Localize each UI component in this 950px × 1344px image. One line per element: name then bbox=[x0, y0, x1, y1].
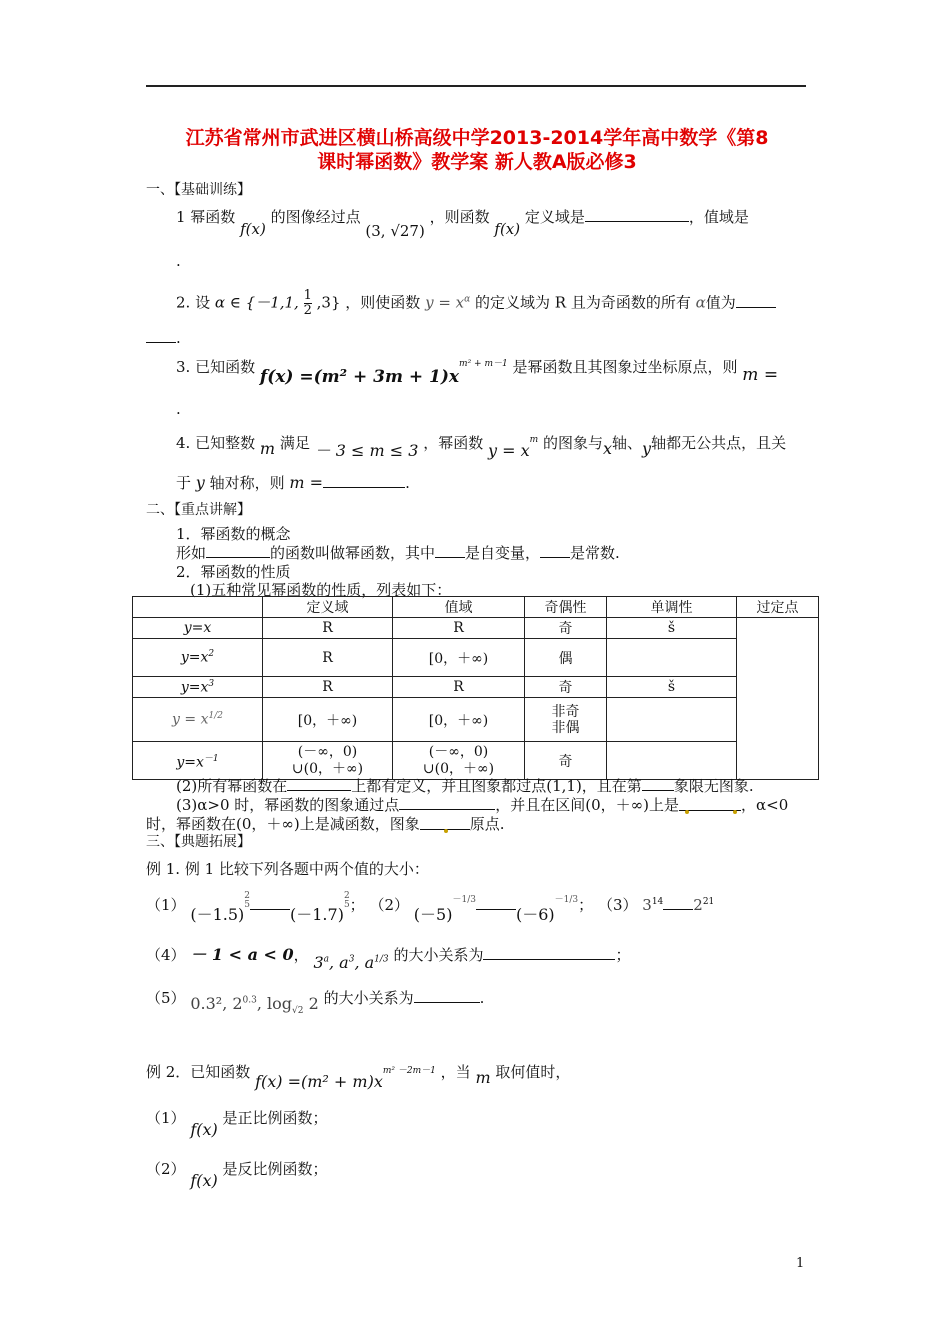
frac-num: 2 bbox=[244, 891, 250, 901]
q1-text-d: 定义域是 bbox=[524, 208, 585, 226]
q1-text-a: 1 幂函数 bbox=[176, 208, 236, 226]
table-cell-func bbox=[133, 639, 263, 677]
q4-text-e: 轴、 bbox=[612, 434, 643, 452]
table-cell-mono bbox=[607, 742, 737, 780]
ex1-i4-exp-2: 3 bbox=[348, 954, 355, 965]
q3-text-a: 3. 已知函数 bbox=[176, 358, 256, 376]
ex1-i5-end: . bbox=[479, 989, 485, 1007]
table-header-cell: 过定点 bbox=[737, 597, 819, 618]
p3-blank-2[interactable] bbox=[679, 796, 741, 811]
ex1-i4-mid-2: , a bbox=[354, 953, 375, 972]
p2-blank-2[interactable] bbox=[642, 776, 674, 791]
ex1-i2-b: (－6) bbox=[515, 905, 555, 924]
table-cell-domain: R bbox=[263, 677, 393, 698]
p3-text-b: ，并且在区间(0，＋∞)上是 bbox=[495, 796, 680, 814]
table-row bbox=[133, 742, 819, 780]
q4-text-f: 轴都无公共点，且关 bbox=[651, 434, 787, 452]
question-1-line bbox=[176, 206, 749, 240]
table-cell-range: [0，＋∞) bbox=[393, 639, 525, 677]
ex1-i4-label: （4） bbox=[146, 946, 186, 964]
concept-blank-3[interactable] bbox=[540, 543, 570, 558]
q4-y: y bbox=[642, 439, 652, 458]
table-cell-parity: 奇 bbox=[525, 677, 607, 698]
ex2-function: f(x) =(m² + m)x bbox=[255, 1072, 383, 1091]
func-text: y=x bbox=[183, 620, 212, 636]
table-header-cell: 值域 bbox=[393, 597, 525, 618]
section-heading-3: 三、【典题拓展】 bbox=[146, 834, 251, 850]
ex2-i1-text: 是正比例函数； bbox=[222, 1109, 328, 1127]
p2-text-a: (2)所有幂函数在 bbox=[176, 777, 288, 795]
q4-y-2: y bbox=[195, 473, 205, 492]
table-header-cell: 定义域 bbox=[263, 597, 393, 618]
func-text: y=x bbox=[176, 754, 204, 771]
q4-text-h: 轴对称，则 bbox=[209, 474, 285, 492]
frac-num: 2 bbox=[343, 891, 350, 901]
func-exp: 2 bbox=[208, 649, 215, 660]
q4-function-exp: m bbox=[529, 435, 539, 445]
ex2-i2-label: （2） bbox=[146, 1160, 186, 1178]
ex1-i1-label: （1） bbox=[146, 896, 186, 914]
q2-answer-blank-2[interactable] bbox=[146, 328, 176, 343]
ex1-i3-blank[interactable] bbox=[663, 899, 693, 910]
header-rule bbox=[146, 85, 806, 87]
table-cell-fixed-point bbox=[737, 618, 819, 780]
example-1-item-4 bbox=[146, 942, 631, 972]
table-cell-domain: [0，＋∞) bbox=[263, 698, 393, 742]
example-1-item-1 bbox=[146, 891, 715, 924]
table-cell-domain: R bbox=[263, 639, 393, 677]
q2-end: . bbox=[176, 329, 181, 347]
title-line-2: 课时幂函数》教学案 新人教A版必修3 bbox=[317, 151, 637, 173]
properties-heading: 2．幂函数的性质 bbox=[176, 563, 291, 581]
p2-blank-1[interactable] bbox=[287, 776, 351, 791]
q1-text-b: 的图像经过点 bbox=[270, 208, 361, 226]
q2-text-c: 的定义域为 R 且为奇函数的所有 bbox=[475, 293, 691, 312]
table-cell-mono: š bbox=[607, 618, 737, 639]
p3-text-c: ，α<0 bbox=[741, 796, 789, 814]
q4-m-eq: m = bbox=[289, 473, 324, 492]
q4-m: m bbox=[259, 439, 276, 458]
concept-heading: 1．幂函数的概念 bbox=[176, 525, 291, 543]
q2-function: y = x bbox=[425, 293, 465, 312]
question-3-line bbox=[176, 356, 779, 387]
table-row bbox=[133, 698, 819, 742]
table-cell-parity: 偶 bbox=[525, 639, 607, 677]
ex2-i1-label: （1） bbox=[146, 1109, 186, 1127]
ex1-i4-sep: ， bbox=[293, 946, 309, 964]
ex1-i5-exp: 0.3 bbox=[242, 995, 257, 1006]
table-cell-range: (－∞，0) ∪(0，＋∞) bbox=[393, 742, 525, 780]
q2-text-a: 2. 设 bbox=[176, 293, 211, 312]
q1-text-e: ，值域是 bbox=[688, 208, 749, 226]
table-cell-mono bbox=[607, 639, 737, 677]
ex1-i4-tail: 的大小关系为 bbox=[393, 946, 484, 964]
ex1-i4-base: 3 bbox=[313, 953, 324, 972]
table-cell-range: R bbox=[393, 677, 525, 698]
table-cell-range: R bbox=[393, 618, 525, 639]
frac-den: 5 bbox=[244, 900, 250, 910]
table-cell-parity: 奇 bbox=[525, 618, 607, 639]
q1-text-c: ，则函数 bbox=[429, 208, 490, 226]
ex2-m: m bbox=[475, 1068, 491, 1087]
p3-blank-3[interactable] bbox=[420, 815, 470, 830]
q4-x: x bbox=[602, 439, 612, 458]
ex1-i5-expr: 0.3², 2 bbox=[190, 994, 243, 1013]
ex2-i1-fx: f(x) bbox=[190, 1120, 218, 1139]
table-cell-domain: (－∞，0) ∪(0，＋∞) bbox=[263, 742, 393, 780]
page-number: 1 bbox=[796, 1256, 805, 1271]
frac-den: 5 bbox=[343, 900, 350, 910]
table-row bbox=[133, 618, 819, 639]
q2-text-b: ，则使函数 bbox=[345, 293, 421, 312]
ex1-semi: ； bbox=[349, 896, 365, 914]
func-exp: 3 bbox=[208, 678, 215, 689]
property-2-line bbox=[176, 775, 754, 796]
ex1-i2-a: (－5) bbox=[413, 905, 453, 924]
table-cell-mono bbox=[607, 698, 737, 742]
concept-blank-1[interactable] bbox=[206, 543, 270, 558]
ex1-i3-a-exp: 14 bbox=[651, 897, 664, 907]
table-row bbox=[133, 677, 819, 698]
q1-end: . bbox=[176, 252, 181, 270]
p3-blank-1[interactable] bbox=[399, 795, 495, 810]
q2-answer-blank[interactable] bbox=[736, 293, 776, 308]
ex1-i3-label: （3） bbox=[597, 896, 638, 914]
q3-function: f(x) =(m² + 3m + 1)x bbox=[259, 367, 460, 387]
ex1-i5-two: 2 bbox=[303, 994, 319, 1013]
ex1-i5-tail: 的大小关系为 bbox=[323, 989, 414, 1007]
section-heading-2: 二、【重点讲解】 bbox=[146, 502, 251, 518]
func-exp: －1 bbox=[203, 753, 219, 764]
ex1-i1-blank[interactable] bbox=[250, 899, 290, 910]
concept-line bbox=[176, 542, 620, 563]
ex1-i1-a: (－1.5) bbox=[190, 905, 245, 924]
table-cell-func bbox=[133, 618, 263, 639]
q3-end: . bbox=[176, 400, 181, 418]
concept-text-a: 形如 bbox=[176, 544, 207, 562]
p3-text-d: 时，幂函数在(0，＋∞)上是减函数，图象 bbox=[146, 815, 420, 833]
q2-fraction-den: 2 bbox=[303, 303, 312, 318]
q4-function: y = x bbox=[487, 441, 530, 460]
ex1-i4-blank[interactable] bbox=[483, 945, 615, 960]
q2-continuation bbox=[146, 328, 181, 347]
q1-domain-blank[interactable] bbox=[585, 207, 689, 222]
section-heading-1: 一、【基础训练】 bbox=[146, 182, 251, 198]
example-2-item-1 bbox=[146, 1107, 328, 1139]
ex1-i1-b: (－1.7) bbox=[290, 905, 344, 924]
q4-text-a: 4. 已知整数 bbox=[176, 434, 256, 452]
table-cell-func bbox=[133, 742, 263, 780]
ex2-text-c: 取何值时， bbox=[495, 1063, 571, 1081]
example-1-item-5 bbox=[146, 987, 485, 1017]
concept-text-b: 的函数叫做幂函数，其中 bbox=[270, 544, 436, 562]
q2-set-tail: ,3} bbox=[316, 293, 341, 312]
ex1-i2-exp-2: －1/3 bbox=[554, 895, 579, 905]
ex2-i2-text: 是反比例函数； bbox=[222, 1160, 328, 1178]
ex1-semi-2: ； bbox=[578, 896, 594, 914]
ex1-i3-b: 2 bbox=[693, 896, 703, 914]
ex1-i3-b-exp: 21 bbox=[702, 897, 715, 907]
example-2-line bbox=[146, 1061, 571, 1091]
table-cell-parity: 非奇 非偶 bbox=[525, 698, 607, 742]
q4-text-d: 的图象与 bbox=[542, 434, 603, 452]
question-4-line-2 bbox=[176, 472, 410, 493]
table-header-cell: 单调性 bbox=[607, 597, 737, 618]
func-text: y=x bbox=[180, 649, 209, 666]
q1-fx: f(x) bbox=[240, 220, 266, 238]
document-title bbox=[146, 126, 808, 174]
question-4-line bbox=[176, 430, 787, 460]
p2-text-c: 象限无图象. bbox=[673, 777, 754, 795]
power-function-table bbox=[132, 596, 819, 780]
q1-point: (3, √27) bbox=[365, 222, 425, 240]
properties-subheading: (1)五种常见幂函数的性质，列表如下： bbox=[190, 581, 452, 599]
q4-answer-blank[interactable] bbox=[323, 473, 405, 488]
q1-fx-2: f(x) bbox=[494, 220, 521, 238]
table-row bbox=[133, 639, 819, 677]
q3-text-b: 是幂函数且其图象过坐标原点，则 bbox=[512, 358, 738, 376]
q4-end: . bbox=[405, 474, 410, 492]
table-cell-func bbox=[133, 677, 263, 698]
ex1-i2-blank[interactable] bbox=[476, 899, 516, 910]
ex2-i2-fx: f(x) bbox=[190, 1171, 218, 1190]
ex1-i5-expressions bbox=[190, 994, 319, 1017]
q2-function-exp: α bbox=[464, 294, 471, 305]
ex1-i2-exp: －1/3 bbox=[452, 895, 476, 905]
q4-text-b: 满足 bbox=[279, 434, 310, 452]
title-line-1: 江苏省常州市武进区横山桥高级中学2013-2014学年高中数学《第8 bbox=[185, 127, 769, 149]
property-3-line bbox=[176, 794, 788, 815]
p2-text-b: 上都有定义，并且图象都过点(1,1)，且在第 bbox=[351, 777, 642, 795]
ex1-i5-log: , log bbox=[256, 994, 293, 1013]
ex1-i4-exp-1: a bbox=[323, 954, 329, 965]
ex1-i3-a: 3 bbox=[642, 896, 652, 914]
func-text: y=x bbox=[180, 679, 209, 696]
example-2-item-2 bbox=[146, 1158, 328, 1190]
table-cell-mono: š bbox=[607, 677, 737, 698]
ex1-i4-expressions bbox=[313, 953, 388, 972]
ex1-i5-sub: √2 bbox=[292, 1006, 304, 1017]
p3-text-e: 原点. bbox=[469, 815, 505, 833]
q2-alpha-set: α ∈ {－1,1, bbox=[214, 293, 299, 312]
concept-text-c: 是自变量， bbox=[465, 544, 541, 562]
concept-text-d: 是常数. bbox=[570, 544, 620, 562]
table-cell-domain: R bbox=[263, 618, 393, 639]
ex1-i4-mid: , a bbox=[329, 953, 349, 972]
q2-fraction bbox=[304, 289, 312, 318]
q2-fraction-num: 1 bbox=[303, 288, 312, 303]
ex2-text-a: 例 2．已知函数 bbox=[146, 1063, 251, 1081]
func-text: y = x bbox=[172, 711, 209, 728]
table-cell-func bbox=[133, 698, 263, 742]
ex1-i4-exp-3: 1/3 bbox=[374, 954, 389, 965]
ex1-i4-end: ； bbox=[615, 946, 631, 964]
q2-text-d: 值为 bbox=[705, 293, 736, 312]
table-header-cell bbox=[133, 597, 263, 618]
ex1-i5-label: （5） bbox=[146, 989, 186, 1007]
ex2-text-b: ，当 bbox=[440, 1063, 471, 1081]
ex1-i4-condition: － 1 < a < 0 bbox=[190, 945, 294, 964]
q3-function-exp: m² + m－1 bbox=[459, 359, 508, 369]
table-cell-range: [0，＋∞) bbox=[393, 698, 525, 742]
q4-text-c: ，幂函数 bbox=[423, 434, 484, 452]
table-header-row bbox=[133, 597, 819, 618]
example-1-title: 例 1. 例 1 比较下列各题中两个值的大小： bbox=[146, 860, 429, 878]
table-header-cell: 奇偶性 bbox=[525, 597, 607, 618]
p3-text-a: (3)α>0 时，幂函数的图象通过点 bbox=[176, 796, 400, 814]
question-2-line: 2. 设 α ∈ {－1,1, $\frac{1}{2}$ ,3} ，则使函数 $y = x^\alpha$ 的定义域为 R 且为奇函数的所有 α值为 bbox=[176, 289, 776, 318]
ex2-function-exp: m² －2m－1 bbox=[382, 1066, 436, 1076]
ex1-i2-label: （2） bbox=[369, 896, 410, 914]
ex1-i5-blank[interactable] bbox=[414, 988, 480, 1003]
q4-range: － 3 ≤ m ≤ 3 bbox=[314, 441, 419, 460]
func-exp: 1/2 bbox=[208, 711, 223, 722]
concept-blank-2[interactable] bbox=[435, 543, 465, 558]
q3-m: m = bbox=[742, 365, 779, 385]
table-cell-parity: 奇 bbox=[525, 742, 607, 780]
q4-text-g: 于 bbox=[176, 474, 192, 492]
